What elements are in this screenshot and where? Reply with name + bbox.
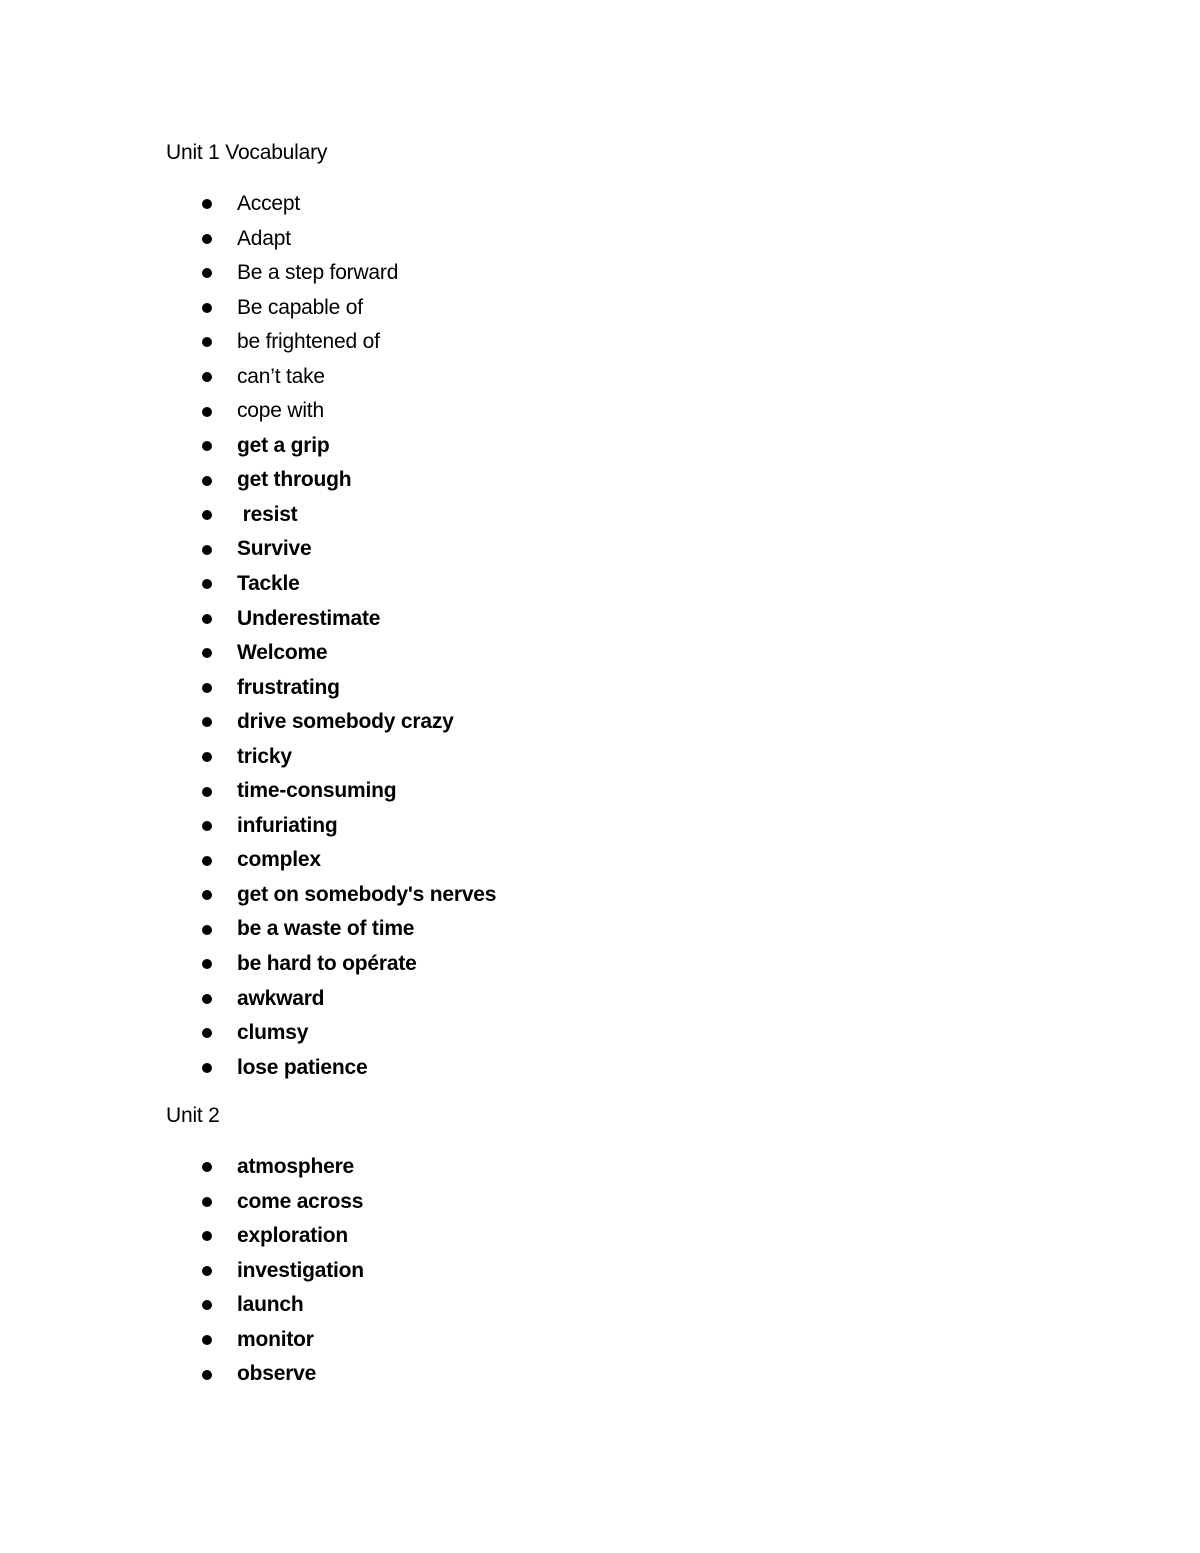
vocab-term: atmosphere	[237, 1155, 355, 1178]
vocab-term: Be a step forward	[237, 261, 399, 285]
bullet-icon	[202, 579, 212, 589]
bullet-icon	[202, 614, 212, 624]
bullet-icon	[202, 234, 212, 244]
vocab-term: complex	[237, 848, 321, 872]
bullet-icon	[202, 199, 212, 209]
bullet-icon	[202, 1370, 212, 1380]
vocab-term: Adapt	[237, 226, 291, 250]
vocab-term: observe	[237, 1362, 317, 1386]
vocab-term: Underestimate	[237, 606, 381, 630]
bullet-icon	[202, 856, 212, 866]
vocab-term: Be capable of	[237, 295, 363, 319]
section-title-unit-2: Unit 2	[166, 1104, 220, 1127]
bullet-icon	[202, 1300, 212, 1310]
vocab-term: cope with	[237, 399, 324, 423]
vocab-term: frustrating	[237, 675, 340, 699]
bullet-icon	[202, 1197, 212, 1207]
vocab-term: exploration	[237, 1224, 348, 1248]
bullet-icon	[202, 787, 212, 797]
vocab-term: can’t take	[237, 364, 325, 388]
vocab-term: infuriating	[237, 813, 338, 837]
vocab-term: be hard to opérate	[237, 952, 417, 976]
bullet-icon	[202, 959, 212, 969]
bullet-icon	[202, 1028, 212, 1038]
vocab-term: get on somebody's nerves	[237, 882, 497, 906]
vocab-term: clumsy	[237, 1021, 309, 1045]
bullet-icon	[202, 1063, 212, 1073]
vocab-term: Survive	[237, 537, 312, 561]
vocab-term: Tackle	[237, 572, 300, 596]
vocab-term: drive somebody crazy	[237, 710, 454, 734]
bullet-icon	[202, 407, 212, 417]
bullet-icon	[202, 648, 212, 658]
bullet-icon	[202, 1266, 212, 1276]
vocab-term: lose patience	[237, 1055, 368, 1079]
vocab-term: time-consuming	[237, 779, 397, 803]
vocab-term: get a grip	[237, 433, 330, 457]
vocab-term: investigation	[237, 1258, 364, 1282]
vocab-term: Accept	[237, 192, 300, 215]
bullet-icon	[202, 1162, 212, 1172]
vocab-term: be frightened of	[237, 330, 380, 354]
bullet-icon	[202, 1335, 212, 1345]
bullet-icon	[202, 890, 212, 900]
vocab-term: be a waste of time	[237, 917, 415, 941]
bullet-icon	[202, 303, 212, 313]
bullet-icon	[202, 752, 212, 762]
vocab-term: awkward	[237, 986, 325, 1010]
vocab-term: resist	[237, 502, 298, 526]
bullet-icon	[202, 510, 212, 520]
bullet-icon	[202, 545, 212, 555]
bullet-icon	[202, 268, 212, 278]
vocab-term: Welcome	[237, 641, 328, 665]
vocab-term: come across	[237, 1189, 364, 1213]
bullet-icon	[202, 476, 212, 486]
vocab-term: monitor	[237, 1327, 314, 1351]
bullet-icon	[202, 441, 212, 451]
bullet-icon	[202, 821, 212, 831]
bullet-icon	[202, 925, 212, 935]
bullet-icon	[202, 372, 212, 382]
vocab-term: launch	[237, 1293, 304, 1317]
bullet-icon	[202, 1231, 212, 1241]
vocab-term: tricky	[237, 744, 292, 768]
vocab-term: get through	[237, 468, 352, 492]
section-title-unit-1: Unit 1 Vocabulary	[166, 141, 328, 164]
bullet-icon	[202, 337, 212, 347]
bullet-icon	[202, 994, 212, 1004]
bullet-icon	[202, 683, 212, 693]
bullet-icon	[202, 717, 212, 727]
